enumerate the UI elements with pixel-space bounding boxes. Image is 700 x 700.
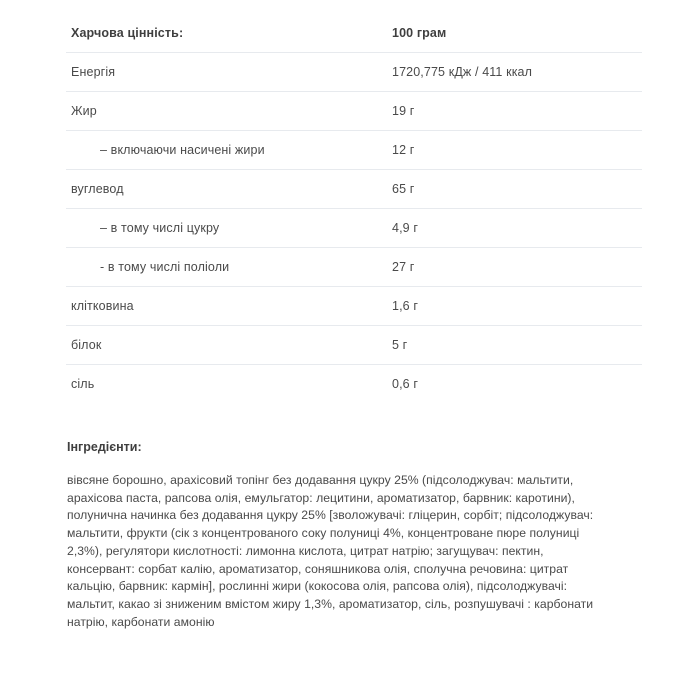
ingredients-title: Інгредієнти:: [67, 440, 142, 454]
ingredients-text: вівсяне борошно, арахісовий топінг без додавання цукру 25% (підсолоджувач: мальтити, арахісова паста, рапсова олія, емульгатор: лецитини, ароматизатор, барвник: каротини), полунична начинка без додавання цукру 25% [зволожувачі: гліцерин, сорбіт; підсолоджувач: мальтити, фрукти (сік з концентрованого соку полуниці 4%, концентроване пюре полуниці 2,3%), регулятори кислотності: лимонна кислота, цитрат натрію; загущувач: пектин, консервант: сорбат калію, ароматизатор, соняшникова олія, сполучна речовина: цитрат кальцію, барвник: кармін], рослинні жири (кокосова олія, рапсова олія), підсолоджувачі: мальтит, какао зі зниженим вмістом жиру 1,3%, ароматизатор, сіль, розпушувачі : карбонати натрію, карбонати амонію: [67, 473, 594, 629]
table-row: [66, 365, 642, 404]
nutrition-table-body: [66, 14, 642, 403]
nutrient-value: 1720,775 кДж / 411 ккал: [392, 53, 642, 92]
nutrient-value: 5 г: [392, 326, 642, 365]
table-row: [66, 170, 642, 209]
nutrient-label: вуглевод: [66, 170, 392, 209]
nutrient-value: 4,9 г: [392, 209, 642, 248]
nutrient-label: - в тому числі поліоли: [66, 248, 392, 287]
table-row: [66, 131, 642, 170]
nutrient-value: 1,6 г: [392, 287, 642, 326]
table-row: [66, 209, 642, 248]
nutrient-value: 12 г: [392, 131, 642, 170]
table-row: [66, 248, 642, 287]
nutrition-header-label: Харчова цінність:: [66, 14, 392, 53]
nutrition-facts-table: [66, 14, 642, 403]
nutrient-label: – включаючи насичені жири: [66, 131, 392, 170]
nutrient-label: білок: [66, 326, 392, 365]
nutrition-header-row: [66, 14, 642, 53]
ingredients-section: [67, 440, 607, 631]
nutrient-value: 27 г: [392, 248, 642, 287]
nutrient-label: сіль: [71, 376, 95, 391]
table-row: [66, 53, 642, 92]
table-row: [66, 287, 642, 326]
table-row: [66, 92, 642, 131]
nutrient-label: Жир: [66, 92, 392, 131]
nutrition-header-value: 100 грам: [392, 14, 642, 53]
table-row: [66, 326, 642, 365]
nutrient-value: 0,6 г: [392, 376, 419, 391]
nutrient-value: 19 г: [392, 92, 642, 131]
nutrient-label: Енергія: [66, 53, 392, 92]
nutrient-label: клітковина: [66, 287, 392, 326]
nutrient-label: – в тому числі цукру: [66, 209, 392, 248]
nutrient-value: 65 г: [392, 170, 642, 209]
